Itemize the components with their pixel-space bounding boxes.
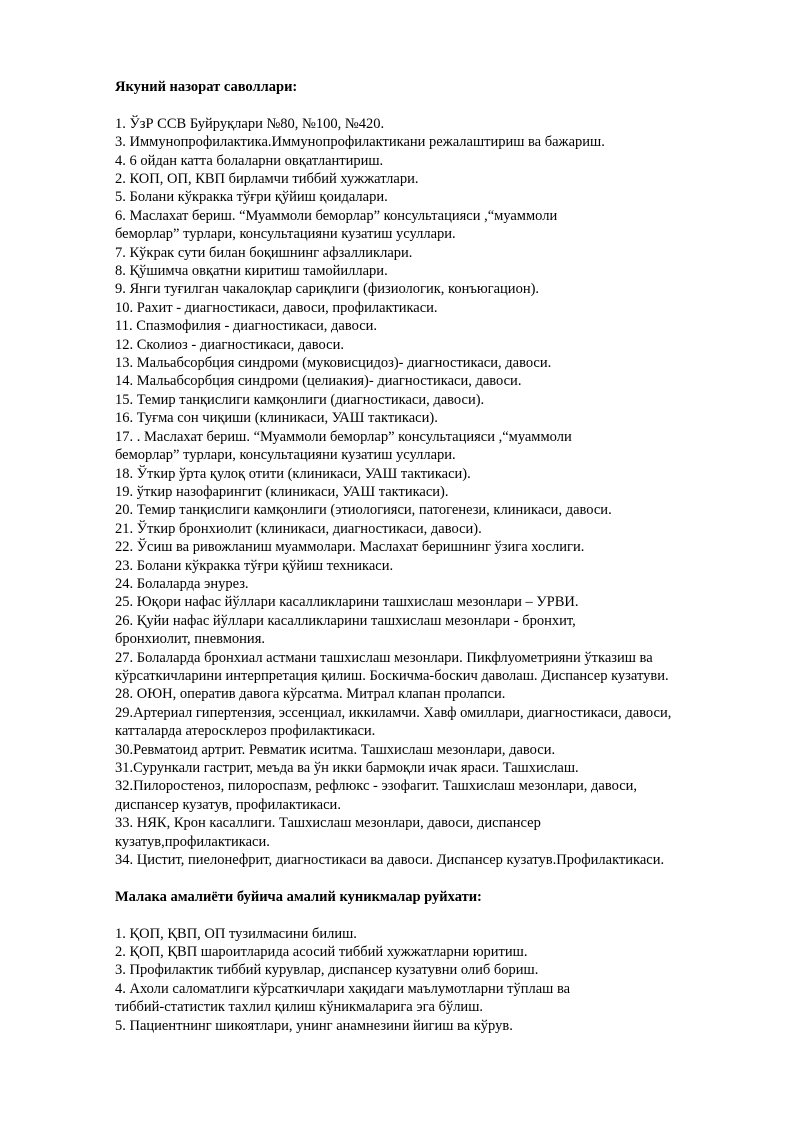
question-item: 4. 6 ойдан катта болаларни овқатлантириш. xyxy=(115,152,384,169)
question-item: 16. Туғма сон чиқиши (клиникаси, УАШ тактикаси). xyxy=(115,410,438,427)
question-item: 27. Болаларда бронхиал астмани ташхислаш мезонлари. Пикфлуометрияни ўтказиш ва кўрсаткичларини интерпретация қилиш. Боскичма-боскич даволаш. Диспансер кузатуви. xyxy=(115,649,669,684)
spacer xyxy=(115,869,755,887)
question-item: 22. Ўсиш ва ривожланиш муаммолари. Маслахат беришнинг ўзига хослиги. xyxy=(115,539,585,556)
control-questions-list xyxy=(115,115,755,870)
section1-heading: Якуний назорат саволлари: xyxy=(115,79,298,95)
skill-item: 3. Профилактик тиббий курувлар, диспансер кузатувни олиб бориш. xyxy=(115,962,539,979)
question-item: 34. Цистит, пиелонефрит, диагностикаси ва давоси. Диспансер кузатув.Профилактикаси. xyxy=(115,852,665,869)
question-item: 15. Темир танқислиги камқонлиги (диагностикаси, давоси). xyxy=(115,391,485,408)
question-item: 9. Янги туғилган чакалоқлар сариқлиги (физиологик, конъюгацион). xyxy=(115,281,540,298)
question-item: 5. Болани кўкракка тўғри қўйиш қоидалари. xyxy=(115,189,388,206)
question-item: 30.Ревматоид артрит. Ревматик иситма. Ташхислаш мезонлари, давоси. xyxy=(115,741,556,758)
question-item: 12. Сколиоз - диагностикаси, давоси. xyxy=(115,336,344,353)
document-page xyxy=(115,78,755,1035)
question-item: 21. Ўткир бронхиолит (клиникаси, диагностикаси, давоси). xyxy=(115,520,482,537)
question-item: 11. Спазмофилия - диагностикаси, давоси. xyxy=(115,318,378,335)
question-item: 6. Маслахат бериш. “Муаммоли беморлар” консультацияси ,“муаммоли беморлар” турлари, консультацияни кузатиш усуллари. xyxy=(115,207,558,243)
spacer xyxy=(115,906,755,924)
question-item: 10. Рахит - диагностикаси, давоси, профилактикаси. xyxy=(115,299,438,316)
question-item: 7. Кўкрак сути билан боқишнинг афзалликлари. xyxy=(115,244,413,261)
question-item: 13. Мальабсорбция синдроми (муковисцидоз)- диагностикаси, давоси. xyxy=(115,355,552,372)
question-item: 20. Темир танқислиги камқонлиги (этиологияси, патогенези, клиникаси, давоси. xyxy=(115,502,612,519)
question-item: 2. КОП, ОП, КВП бирламчи тиббий хужжатлари. xyxy=(115,171,419,188)
question-item: 25. Юқори нафас йўллари касалликларини ташхислаш мезонлари – УРВИ. xyxy=(115,594,579,611)
question-item: 8. Қўшимча овқатни киритиш тамойиллари. xyxy=(115,263,388,280)
spacer xyxy=(115,96,755,114)
question-item: 23. Болани кўкракка тўғри қўйиш техникаси. xyxy=(115,557,394,574)
question-item: 14. Мальабсорбция синдроми (целиакия)- диагностикаси, давоси. xyxy=(115,373,522,390)
question-item: 1. ЎзР ССВ Буйруқлари №80, №100, №420. xyxy=(115,115,385,132)
question-item: 24. Болаларда энурез. xyxy=(115,575,249,592)
question-item: 3. Иммунопрофилактика.Иммунопрофилактикани режалаштириш ва бажариш. xyxy=(115,134,605,151)
skill-item: 5. Пациентнинг шикоятлари, унинг анамнезини йигиш ва кўрув. xyxy=(115,1017,513,1034)
skill-item: 1. ҚОП, ҚВП, ОП тузилмасини билиш. xyxy=(115,925,357,942)
question-item: 17. . Маслахат бериш. “Муаммоли беморлар” консультацияси ,“муаммоли беморлар” турлари, консультацияни кузатиш усуллари. xyxy=(115,428,572,464)
question-item: 33. НЯК, Крон касаллиги. Ташхислаш мезонлари, давоси, диспансер кузатув,профилактикаси. xyxy=(115,815,541,850)
question-item: 32.Пилоростеноз, пилороспазм, рефлюкс - эзофагит. Ташхислаш мезонлари, давоси, диспансер кузатув, профилактикаси. xyxy=(115,778,638,813)
question-item: 29.Артериал гипертензия, эссенциал, иккиламчи. Хавф омиллари, диагностикаси, давоси, катталарда атеросклероз профилактикаси. xyxy=(115,704,672,740)
question-item: 19. ўткир назофарингит (клиникаси, УАШ тактикаси). xyxy=(115,483,449,500)
question-item: 31.Сурункали гастрит, меъда ва ўн икки бармоқли ичак яраси. Ташхислаш. xyxy=(115,760,579,777)
question-item: 28. ОЮН, оператив давога кўрсатма. Митрал клапан пролапси. xyxy=(115,686,506,703)
section2-heading: Малака амалиёти буйича амалий куникмалар руйхати: xyxy=(115,888,482,905)
practical-skills-list xyxy=(115,925,755,1035)
question-item: 18. Ўткир ўрта қулоқ отити (клиникаси, УАШ тактикаси). xyxy=(115,465,471,482)
question-item: 26. Қуйи нафас йўллари касалликларини ташхислаш мезонлари - бронхит, бронхиолит, пневмония. xyxy=(115,612,576,648)
skill-item: 4. Ахоли саломатлиги кўрсаткичлари хақидаги маълумотларни тўплаш ва тиббий-статистик тахлил қилиш кўникмаларига эга бўлиш. xyxy=(115,980,571,1016)
skill-item: 2. ҚОП, ҚВП шароитларида асосий тиббий хужжатларни юритиш. xyxy=(115,944,528,961)
